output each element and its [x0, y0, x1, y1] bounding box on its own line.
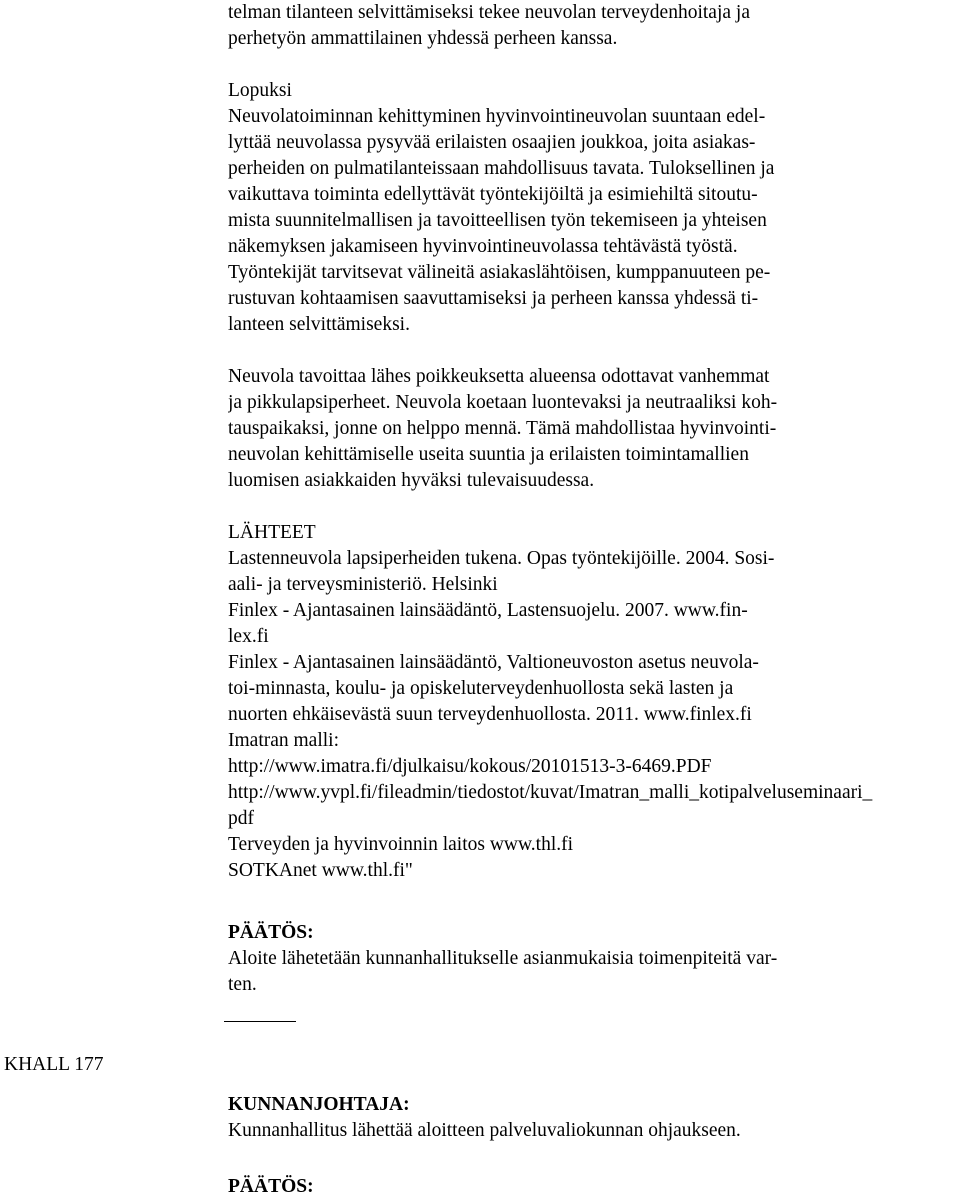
- spacer: [228, 52, 960, 78]
- text-line: luomisen asiakkaiden hyväksi tulevaisuudessa.: [228, 470, 595, 491]
- section-heading-lahteet: LÄHTEET: [228, 522, 316, 543]
- text-line: ja pikkulapsiperheet. Neuvola koetaan luontevaksi ja neutraaliksi koh-: [228, 392, 778, 413]
- section-heading-paatos-2: PÄÄTÖS:: [228, 1176, 314, 1197]
- text-line: lyttää neuvolassa pysyvää erilaisten osaajien joukkoa, joita asiakas-: [228, 132, 756, 153]
- kunnanjohtaja-section: [228, 1092, 960, 1144]
- reference-line: aali- ja terveysministeriö. Helsinki: [228, 574, 498, 595]
- lahteet-section: [228, 520, 960, 884]
- paatos-section: [228, 920, 960, 998]
- neuvola-paragraph: [228, 364, 960, 494]
- reference-line: Terveyden ja hyvinvoinnin laitos www.thl.fi: [228, 834, 574, 855]
- reference-line: Imatran malli:: [228, 730, 340, 751]
- spacer: [228, 1144, 960, 1174]
- reference-line: nuorten ehkäisevästä suun terveydenhuollosta. 2011. www.finlex.fi: [228, 704, 752, 725]
- intro-paragraph: [228, 0, 960, 52]
- text-line: tauspaikaksi, jonne on helppo mennä. Tämä mahdollistaa hyvinvointi-: [228, 418, 777, 439]
- reference-line: http://www.yvpl.fi/fileadmin/tiedostot/kuvat/Imatran_malli_kotipalveluseminaari_: [228, 782, 873, 803]
- text-line: Kunnanhallitus lähettää aloitteen palveluvaliokunnan ohjaukseen.: [228, 1120, 741, 1141]
- reference-line: SOTKAnet www.thl.fi": [228, 860, 413, 881]
- reference-line: toi-minnasta, koulu- ja opiskeluterveydenhuollosta sekä lasten ja: [228, 678, 734, 699]
- text-line: Neuvola tavoittaa lähes poikkeuksetta alueensa odottavat vanhemmat: [228, 366, 770, 387]
- paatos-section-2: [228, 1174, 960, 1200]
- reference-line: lex.fi: [228, 626, 269, 647]
- text-line: Työntekijät tarvitsevat välineitä asiakaslähtöisen, kumppanuuteen pe-: [228, 262, 771, 283]
- reference-line: pdf: [228, 808, 254, 829]
- reference-line: Lastenneuvola lapsiperheiden tukena. Opas työntekijöille. 2004. Sosi-: [228, 548, 775, 569]
- reference-line: Finlex - Ajantasainen lainsäädäntö, Valtioneuvoston asetus neuvola-: [228, 652, 759, 673]
- text-line: näkemyksen jakamiseen hyvinvointineuvolassa tehtävästä työstä.: [228, 236, 738, 257]
- text-line: rustuvan kohtaamisen saavuttamiseksi ja perheen kanssa yhdessä ti-: [228, 288, 759, 309]
- main-text-column: [228, 0, 960, 1200]
- lopuksi-section: [228, 78, 960, 338]
- text-line: vaikuttava toiminta edellyttävät työntekijöiltä ja esimiehiltä sitoutu-: [228, 184, 758, 205]
- spacer: [228, 338, 960, 364]
- text-line: perheiden on pulmatilanteissaan mahdollisuus tavata. Tuloksellinen ja: [228, 158, 775, 179]
- section-heading-kunnanjohtaja: KUNNANJOHTAJA:: [228, 1094, 410, 1115]
- reference-line: http://www.imatra.fi/djulkaisu/kokous/20101513-3-6469.PDF: [228, 756, 712, 777]
- text-line: mista suunnitelmallisen ja tavoitteellisen työn tekemiseen ja yhteisen: [228, 210, 767, 231]
- spacer: [228, 494, 960, 520]
- text-line: Neuvolatoiminnan kehittyminen hyvinvointineuvolan suuntaan edel-: [228, 106, 766, 127]
- spacer: [228, 884, 960, 920]
- section-heading-lopuksi: Lopuksi: [228, 80, 292, 101]
- separator-rule: [224, 1021, 296, 1022]
- section-heading-paatos: PÄÄTÖS:: [228, 922, 314, 943]
- text-line: ten.: [228, 974, 257, 995]
- reference-line: Finlex - Ajantasainen lainsäädäntö, Lastensuojelu. 2007. www.fin-: [228, 600, 748, 621]
- text-line: lanteen selvittämiseksi.: [228, 314, 410, 335]
- spacer: [228, 998, 960, 1092]
- text-line: Aloite lähetetään kunnanhallitukselle asianmukaisia toimenpiteitä var-: [228, 948, 778, 969]
- text-line: telman tilanteen selvittämiseksi tekee neuvolan terveydenhoitaja ja: [228, 2, 750, 23]
- text-line: perhetyön ammattilainen yhdessä perheen kanssa.: [228, 28, 618, 49]
- text-line: neuvolan kehittämiselle useita suuntia ja erilaisten toimintamallien: [228, 444, 749, 465]
- margin-label-khall: KHALL 177: [4, 1054, 104, 1075]
